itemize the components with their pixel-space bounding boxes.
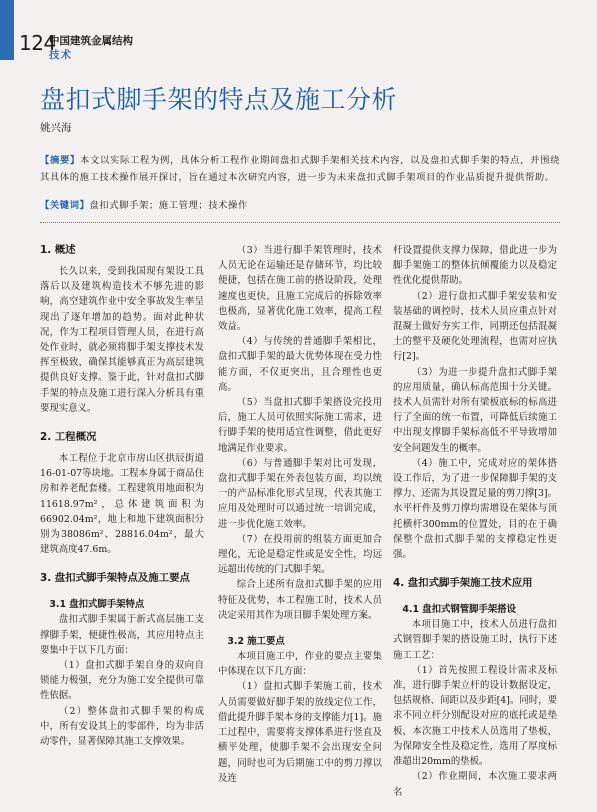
abstract-text: 本文以实际工程为例，具体分析工程作业期间盘扣式脚手架相关技术内容，以及盘扣式脚手架的特点，并围绕其具体的施工技术操作展开探讨，旨在通过本次研究内容，进一步为未来盘扣式脚手架项目的作业品质提升提供帮助。 — [40, 155, 560, 183]
column-1 — [40, 243, 204, 749]
column-2 — [218, 243, 382, 786]
paragraph: （4）与传统的普通脚手架相比，盘扣式脚手架的最大优势体现在受力性能方面，不仅更突出，且合理性也更高。 — [218, 336, 382, 393]
paragraph: 本工程位于北京市房山区拱辰街道16-01-07等块地。工程本身属于商品住房和养老配套楼。工程建筑用地面积为11618.97m²，总体建筑面积为66902.04m²，地上和地下建筑面积分别为38086m²、28816.04m²，最大建筑高度47.6m。 — [40, 453, 204, 556]
column-3 — [393, 243, 557, 800]
keywords-tag: 【关键词】 — [40, 200, 90, 211]
subsection-heading-3-1: 3.1 盘扣式脚手架特点 — [49, 599, 145, 611]
paragraph: （2）整体盘扣式脚手架的构成中，所有安设其上的零部件，均为非活动零件，显著保障其施工支撑效果。 — [40, 705, 204, 748]
keywords — [40, 197, 248, 214]
paragraph: 长久以来，受到我国现有架设工具落后以及建筑构造技术不够先进的影响，高空建筑作业中安全事故发生率呈现出了逐年增加的趋势。面对此种状况，作为工程项目管理人员，在进行高处作业时，就必须将脚手架支撑技术发挥至极致，确保其能够真正为高层建筑提供良好支撑。鉴于此，针对盘扣式脚手架的特点及施工进行深入分析具有重要现实意义。 — [40, 266, 204, 414]
abstract — [40, 152, 560, 186]
paragraph: 本项目施工中，作业的要点主要集中体现在以下几方面： — [218, 651, 382, 678]
paragraph: （1）盘扣式脚手架自身的双向自锁能力极强，充分为施工安全提供可靠性依据。 — [40, 660, 204, 702]
subsection-heading-4-1: 4.1 盘扣式钢管脚手架搭设 — [402, 604, 517, 616]
section-heading-3: 3. 盘扣式脚手架特点及施工要点 — [40, 572, 190, 585]
section-heading-4: 4. 盘扣式脚手架施工技术应用 — [393, 577, 533, 590]
section-label: 技术 — [49, 49, 72, 61]
journal-name: 中国建筑金属结构 — [49, 35, 133, 47]
corner-color-bar — [0, 0, 14, 60]
divider — [40, 222, 560, 223]
subsection-heading-3-2: 3.2 施工要点 — [227, 636, 285, 648]
section-heading-2: 2. 工程概况 — [40, 431, 97, 444]
page-number: 124 — [19, 31, 56, 55]
abstract-tag: 【摘要】 — [40, 155, 81, 166]
paragraph: （7）在投用前的组装方面更加合理化，无论是稳定性或是安全性，均远远超出传统的门式脚手架。 — [218, 533, 382, 576]
paragraph: 杆设置提供支撑力保障，借此进一步为脚手架施工的整体抗倾覆能力以及稳定性优化提供帮助。 — [393, 245, 557, 287]
paragraph: 盘扣式脚手架属于新式高层施工支撑脚手架，便捷性极高，其应用特点主要集中于以下几方面： — [40, 614, 204, 656]
paragraph: （5）当盘扣式脚手架搭设完投用后，施工人员可依照实际施工需求，进行脚手架的使用适宜性调整，借此更好地满足作业要求。 — [218, 397, 382, 454]
paragraph: 综合上述所有盘扣式脚手架的应用特征及优势，本工程施工时，技术人员决定采用其作为项目脚手架处理方案。 — [218, 579, 382, 621]
paragraph: （1）盘扣式脚手架施工前，技术人员需要做好脚手架的放线定位工作，借此提升脚手架本身的支撑能力[1]。施工过程中，需要将支撑体系进行竖直及横平处理，使脚手架不会出现安全问题，同时也可为后期施工中的剪刀撑以及连 — [218, 681, 382, 784]
paragraph: 本项目施工中，技术人员进行盘扣式钢管脚手架的搭设施工时，执行下述施工工艺： — [393, 619, 557, 661]
keywords-text: 盘扣式脚手架；施工管理；技术操作 — [89, 200, 248, 211]
section-heading-1: 1. 概述 — [40, 244, 76, 256]
paragraph: （2）进行盘扣式脚手架安装和安装基础的调控时，技术人员应重点针对混凝土做好夯实工作，同期还包括混凝土的整平及硬化处理流程，也需对应执行[2]。 — [393, 290, 557, 363]
author-name: 姚兴海 — [40, 122, 72, 134]
article-title: 盘扣式脚手架的特点及施工分析 — [40, 85, 398, 114]
paragraph: （6）与普通脚手架对比可发现，盘扣式脚手架在外表包装方面，均以统一的产品标准化形式呈现，代表其施工应用及处理时可以通过统一培训完成，进一步优化施工效率。 — [218, 457, 382, 530]
paragraph: （2）作业期间，本次施工要求两名 — [393, 771, 557, 798]
paragraph: （3）为进一步提升盘扣式脚手架的应用质量，确认标高范围十分关键。技术人员需针对所有梁板底标的标高进行了全面的统一布置，可降低后续施工中出现支撑脚手架标高低不平导致增加安全问题发生的概率。 — [393, 366, 557, 454]
paragraph: （3）当进行脚手架管理时，技术人员无论在运输还是存储环节，均比较便捷，包括在施工前的搭设阶段，处理速度也更快，且施工完成后的拆除效率也极高，显著优化施工效率，提高工程效益。 — [218, 245, 382, 333]
paragraph: （4）施工中，完成对应的架体搭设工作后，为了进一步保障脚手架的支撑力、还需为其设置足量的剪刀撑[3]。水平杆件及剪刀撑均需增设在架体与顶托横杆300mm的位置处，目的在于确保整个盘扣式脚手架的支撑稳定性更强。 — [393, 457, 557, 561]
paragraph: （1）首先按照工程设计需求及标准，进行脚手架立杆的设计数据设定，包括规格、间距以及步距[4]。同时，要求不同立杆分别配设对应的底托或是垫板，本次施工中技术人员选用了垫板，为保障安全性及稳定性，选用了厚度标准超出20mm的垫板。 — [393, 664, 557, 768]
